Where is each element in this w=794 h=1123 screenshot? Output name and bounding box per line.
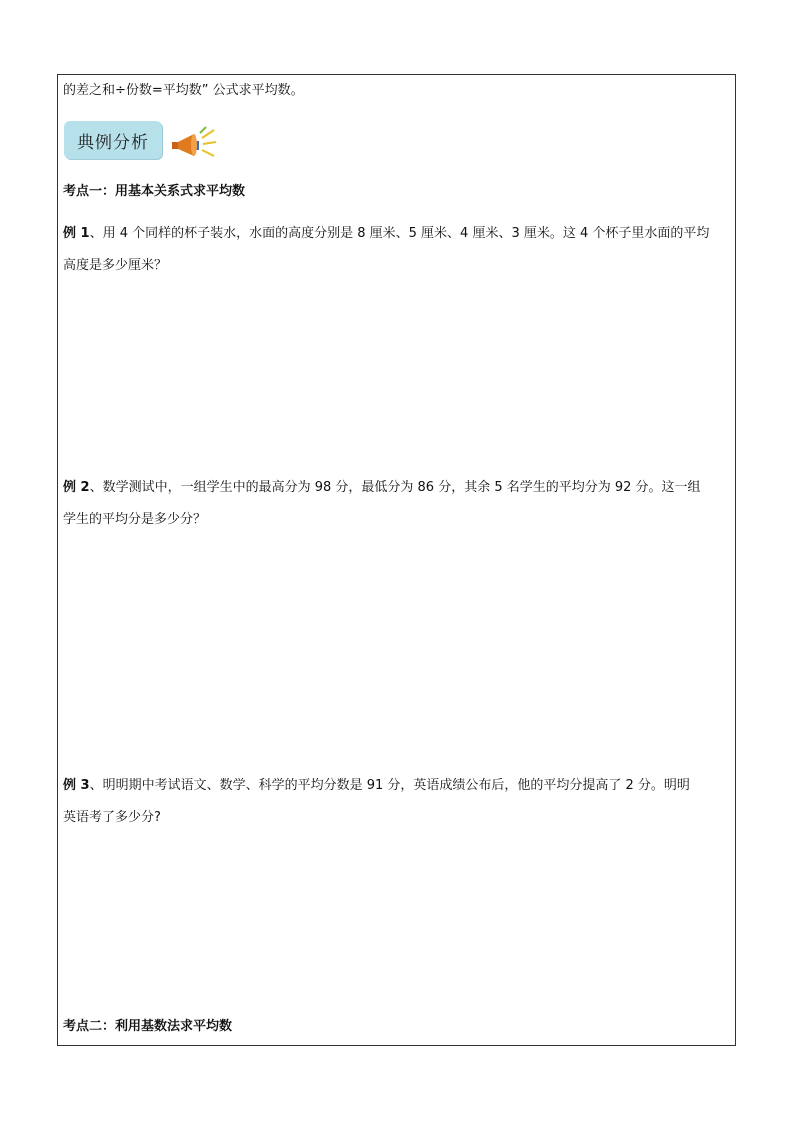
example-3-text: 、明明期中考试语文、数学、科学的平均分数是 91 分，英语成绩公布后，他的平均分提高了 2 分。明明 (89, 778, 690, 793)
example-1-label: 例 1 (63, 226, 90, 241)
example-2-line-2: 学生的平均分是多少分？ (63, 512, 207, 527)
section-badge-label: 典例分析 (77, 132, 149, 153)
example-1-line-1 (63, 226, 709, 242)
intro-tail-text: 的差之和÷份数=平均数” 公式求平均数。 (63, 83, 304, 98)
example-2-text: 、数学测试中，一组学生中的最高分为 98 分，最低分为 86 分，其余 5 名学生的平均分为 92 分。这一组 (89, 480, 701, 495)
example-3-line-1 (63, 778, 690, 794)
content-frame (57, 74, 736, 1046)
section-badge (64, 121, 162, 159)
megaphone-icon (170, 126, 218, 162)
example-1-text: 、用 4 个同样的杯子装水，水面的高度分别是 8 厘米、5 厘米、4 厘米、3 厘米。这 4 个杯子里水面的平均 (89, 226, 710, 241)
example-3-label: 例 3 (63, 778, 90, 793)
topic-1-heading: 考点一：用基本关系式求平均数 (63, 184, 246, 199)
example-3-line-2: 英语考了多少分? (63, 810, 161, 825)
example-2-line-1 (63, 480, 701, 496)
example-1-line-2: 高度是多少厘米？ (63, 258, 168, 273)
topic-2-heading: 考点二：利用基数法求平均数 (63, 1019, 233, 1034)
example-2-label: 例 2 (63, 480, 90, 495)
